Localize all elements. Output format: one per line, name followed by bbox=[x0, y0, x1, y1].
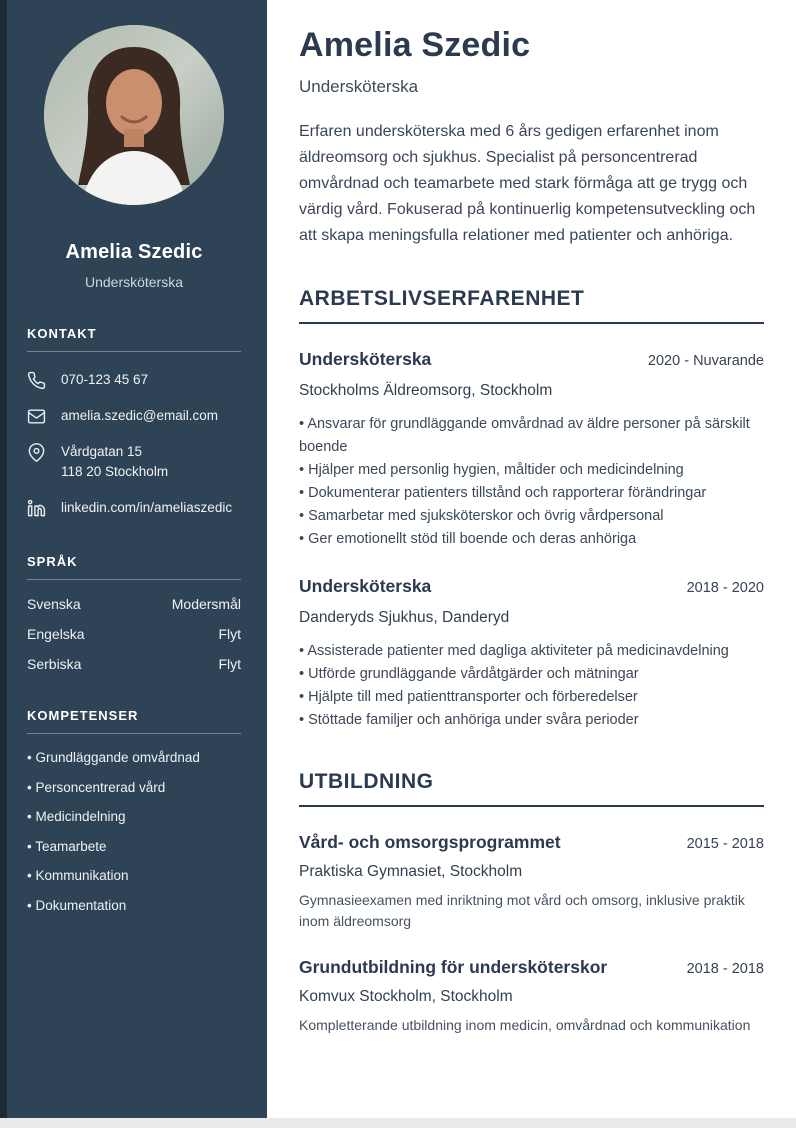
language-level: Flyt bbox=[218, 656, 241, 672]
sidebar bbox=[0, 0, 267, 1118]
main-content bbox=[267, 0, 796, 1118]
education-period: 2015 - 2018 bbox=[686, 836, 764, 852]
language-row bbox=[27, 626, 241, 642]
page-left-edge bbox=[0, 0, 7, 1118]
experience-entry bbox=[299, 349, 764, 551]
education-title: Vård- och omsorgsprogrammet bbox=[299, 832, 561, 852]
email-icon bbox=[27, 407, 46, 426]
skill-item: • Teamarbete bbox=[27, 839, 241, 854]
phone-value: 070-123 45 67 bbox=[61, 372, 149, 387]
education-entry bbox=[299, 832, 764, 932]
language-name: Engelska bbox=[27, 626, 85, 642]
education-description: Gymnasieexamen med inriktning mot vård och omsorg, inklusive praktik inom äldreomsorg bbox=[299, 892, 745, 929]
job-bullet: • Dokumenterar patienters tillstånd och rapporterar förändringar bbox=[299, 482, 764, 505]
education-heading: UTBILDNING bbox=[299, 770, 764, 807]
contact-heading: KONTAKT bbox=[27, 326, 241, 352]
language-row bbox=[27, 656, 241, 672]
linkedin-value: linkedin.com/in/ameliaszedic bbox=[61, 500, 233, 515]
education-school: Komvux Stockholm, Stockholm bbox=[299, 988, 513, 1005]
experience-entry bbox=[299, 576, 764, 732]
job-bullet: • Hjälpte till med patienttransporter och förberedelser bbox=[299, 686, 764, 709]
language-name: Serbiska bbox=[27, 656, 82, 672]
address-value: Vårdgatan 15 118 20 Stockholm bbox=[61, 444, 169, 479]
contact-linkedin bbox=[27, 498, 241, 518]
skills-section bbox=[27, 708, 241, 913]
linkedin-icon bbox=[27, 499, 46, 518]
job-title: Undersköterska bbox=[299, 349, 432, 369]
job-employer: Danderyds Sjukhus, Danderyd bbox=[299, 609, 510, 626]
language-row bbox=[27, 596, 241, 612]
skill-item: • Dokumentation bbox=[27, 898, 241, 913]
job-bullet: • Samarbetar med sjuksköterskor och övrig vårdpersonal bbox=[299, 505, 764, 528]
job-period: 2020 - Nuvarande bbox=[647, 353, 764, 369]
skill-item: • Grundläggande omvårdnad bbox=[27, 750, 241, 765]
education-description: Kompletterande utbildning inom medicin, omvårdnad och kommunikation bbox=[299, 1017, 751, 1033]
language-name: Svenska bbox=[27, 596, 81, 612]
skill-item: • Personcentrerad vård bbox=[27, 780, 241, 795]
contact-address bbox=[27, 442, 241, 482]
contact-phone bbox=[27, 370, 241, 390]
experience-heading: ARBETSLIVSERFARENHET bbox=[299, 287, 764, 324]
contact-section bbox=[27, 326, 241, 518]
experience-section bbox=[299, 287, 764, 732]
language-level: Modersmål bbox=[171, 596, 241, 612]
education-entry bbox=[299, 957, 764, 1036]
job-bullet: • Hjälper med personlig hygien, måltider och medicindelning bbox=[299, 459, 764, 482]
phone-icon bbox=[27, 371, 46, 390]
job-title-subtitle: Undersköterska bbox=[299, 77, 419, 96]
skills-heading: KOMPETENSER bbox=[27, 708, 241, 734]
job-employer: Stockholms Äldreomsorg, Stockholm bbox=[299, 382, 553, 399]
education-section bbox=[299, 770, 764, 1036]
job-bullet: • Ger emotionellt stöd till boende och deras anhöriga bbox=[299, 528, 764, 551]
languages-section bbox=[27, 554, 241, 672]
education-title: Grundutbildning för undersköterskor bbox=[299, 957, 608, 977]
job-period: 2018 - 2020 bbox=[686, 580, 764, 596]
profile-photo-illustration bbox=[44, 25, 224, 205]
profile-summary: Erfaren undersköterska med 6 års gedigen erfarenhet inom äldreomsorg och sjukhus. Specialist på personcentrerad omvårdnad och teamarbete med stark förmåga att ge trygg och värdig vård. Fokuserad på kontinuerlig kompetensutveckling och att skapa meningsfulla relationer med patienter och anhöriga. bbox=[299, 123, 756, 244]
language-level: Flyt bbox=[218, 626, 241, 642]
sidebar-job-title: Undersköterska bbox=[84, 274, 184, 290]
skill-item: • Medicindelning bbox=[27, 809, 241, 824]
page-title: Amelia Szedic bbox=[299, 26, 531, 64]
education-school: Praktiska Gymnasiet, Stockholm bbox=[299, 863, 523, 880]
job-title: Undersköterska bbox=[299, 576, 432, 596]
job-bullet: • Stöttade familjer och anhöriga under svåra perioder bbox=[299, 709, 764, 732]
job-bullet: • Assisterade patienter med dagliga aktiviteter på medicinavdelning bbox=[299, 640, 764, 663]
profile-photo bbox=[44, 25, 224, 205]
job-bullet: • Ansvarar för grundläggande omvårdnad av äldre personer på särskilt boende bbox=[299, 413, 764, 459]
sidebar-name: Amelia Szedic bbox=[65, 241, 203, 263]
email-value: amelia.szedic@email.com bbox=[61, 408, 219, 423]
location-icon bbox=[27, 443, 46, 462]
contact-email bbox=[27, 406, 241, 426]
skill-item: • Kommunikation bbox=[27, 868, 241, 883]
languages-heading: SPRÅK bbox=[27, 554, 241, 580]
education-period: 2018 - 2018 bbox=[686, 961, 764, 977]
job-bullet: • Utförde grundläggande vårdåtgärder och mätningar bbox=[299, 663, 764, 686]
page-bottom-edge bbox=[0, 1118, 796, 1128]
